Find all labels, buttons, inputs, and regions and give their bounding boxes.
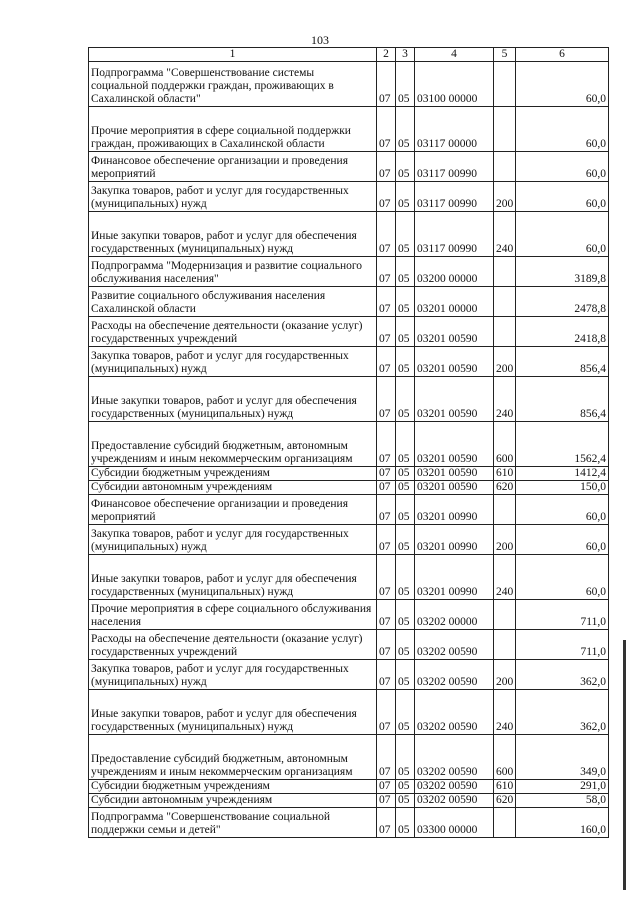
table-row xyxy=(89,495,609,525)
col-header-target-article: 4 xyxy=(415,48,494,62)
row-amount-cell: 60,0 xyxy=(516,555,609,600)
col-header-name: 1 xyxy=(89,48,377,62)
table-row xyxy=(89,212,609,257)
row-subsection-cell: 05 xyxy=(396,600,415,630)
row-section-cell: 07 xyxy=(377,377,396,422)
row-section-cell: 07 xyxy=(377,794,396,808)
row-name-cell: Подпрограмма "Совершенствование социальной поддержки семьи и детей" xyxy=(89,808,377,838)
row-expense-type-cell xyxy=(494,630,516,660)
row-section-cell: 07 xyxy=(377,525,396,555)
row-section-cell: 07 xyxy=(377,347,396,377)
row-name-cell: Закупка товаров, работ и услуг для государственных (муниципальных) нужд xyxy=(89,347,377,377)
table-row xyxy=(89,808,609,838)
row-subsection-cell: 05 xyxy=(396,794,415,808)
table-row xyxy=(89,780,609,794)
row-section-cell: 07 xyxy=(377,422,396,467)
row-amount-cell: 60,0 xyxy=(516,107,609,152)
row-subsection-cell: 05 xyxy=(396,660,415,690)
table-row xyxy=(89,600,609,630)
table-header-row xyxy=(89,48,609,62)
row-name-cell: Предоставление субсидий бюджетным, автономным учреждениям и иным некоммерческим организациям xyxy=(89,422,377,467)
row-subsection-cell: 05 xyxy=(396,467,415,481)
table-row xyxy=(89,377,609,422)
row-expense-type-cell xyxy=(494,287,516,317)
row-expense-type-cell: 610 xyxy=(494,780,516,794)
row-name-cell: Субсидии автономным учреждениям xyxy=(89,481,377,495)
row-amount-cell: 1562,4 xyxy=(516,422,609,467)
table-row xyxy=(89,287,609,317)
row-subsection-cell: 05 xyxy=(396,555,415,600)
row-amount-cell: 60,0 xyxy=(516,152,609,182)
row-amount-cell: 60,0 xyxy=(516,525,609,555)
row-target-article-cell: 03117 00990 xyxy=(415,182,494,212)
row-target-article-cell: 03202 00590 xyxy=(415,630,494,660)
row-name-cell: Расходы на обеспечение деятельности (оказание услуг) государственных учреждений xyxy=(89,630,377,660)
row-subsection-cell: 05 xyxy=(396,630,415,660)
row-expense-type-cell: 620 xyxy=(494,794,516,808)
row-subsection-cell: 05 xyxy=(396,182,415,212)
row-expense-type-cell xyxy=(494,152,516,182)
row-amount-cell: 362,0 xyxy=(516,660,609,690)
scan-artifact-line xyxy=(623,640,626,890)
row-name-cell: Подпрограмма "Модернизация и развитие социального обслуживания населения" xyxy=(89,257,377,287)
row-name-cell: Прочие мероприятия в сфере социальной поддержки граждан, проживающих в Сахалинской области xyxy=(89,107,377,152)
row-subsection-cell: 05 xyxy=(396,287,415,317)
budget-table xyxy=(88,47,609,838)
row-section-cell: 07 xyxy=(377,212,396,257)
row-name-cell: Иные закупки товаров, работ и услуг для обеспечения государственных (муниципальных) нужд xyxy=(89,212,377,257)
col-header-subsection: 3 xyxy=(396,48,415,62)
row-name-cell: Прочие мероприятия в сфере социального обслуживания населения xyxy=(89,600,377,630)
table-row xyxy=(89,794,609,808)
row-amount-cell: 711,0 xyxy=(516,600,609,630)
row-name-cell: Предоставление субсидий бюджетным, автономным учреждениям и иным некоммерческим организациям xyxy=(89,735,377,780)
table-row xyxy=(89,630,609,660)
row-amount-cell: 362,0 xyxy=(516,690,609,735)
row-target-article-cell: 03201 00590 xyxy=(415,422,494,467)
row-subsection-cell: 05 xyxy=(396,257,415,287)
row-expense-type-cell xyxy=(494,600,516,630)
row-name-cell: Иные закупки товаров, работ и услуг для обеспечения государственных (муниципальных) нужд xyxy=(89,690,377,735)
row-name-cell: Финансовое обеспечение организации и проведения мероприятий xyxy=(89,152,377,182)
row-amount-cell: 856,4 xyxy=(516,347,609,377)
row-amount-cell: 150,0 xyxy=(516,481,609,495)
row-target-article-cell: 03201 00590 xyxy=(415,347,494,377)
row-expense-type-cell: 200 xyxy=(494,525,516,555)
row-target-article-cell: 03201 00990 xyxy=(415,525,494,555)
row-subsection-cell: 05 xyxy=(396,107,415,152)
row-subsection-cell: 05 xyxy=(396,780,415,794)
row-section-cell: 07 xyxy=(377,495,396,525)
row-name-cell: Субсидии бюджетным учреждениям xyxy=(89,780,377,794)
row-name-cell: Иные закупки товаров, работ и услуг для обеспечения государственных (муниципальных) нужд xyxy=(89,555,377,600)
row-target-article-cell: 03201 00990 xyxy=(415,555,494,600)
row-target-article-cell: 03202 00000 xyxy=(415,600,494,630)
row-name-cell: Субсидии автономным учреждениям xyxy=(89,794,377,808)
row-amount-cell: 160,0 xyxy=(516,808,609,838)
row-target-article-cell: 03100 00000 xyxy=(415,62,494,107)
row-name-cell: Иные закупки товаров, работ и услуг для обеспечения государственных (муниципальных) нужд xyxy=(89,377,377,422)
row-name-cell: Субсидии бюджетным учреждениям xyxy=(89,467,377,481)
row-subsection-cell: 05 xyxy=(396,212,415,257)
row-section-cell: 07 xyxy=(377,467,396,481)
row-section-cell: 07 xyxy=(377,630,396,660)
row-subsection-cell: 05 xyxy=(396,347,415,377)
table-row xyxy=(89,62,609,107)
row-amount-cell: 711,0 xyxy=(516,630,609,660)
row-amount-cell: 58,0 xyxy=(516,794,609,808)
row-amount-cell: 60,0 xyxy=(516,62,609,107)
row-name-cell: Закупка товаров, работ и услуг для государственных (муниципальных) нужд xyxy=(89,182,377,212)
row-target-article-cell: 03200 00000 xyxy=(415,257,494,287)
row-section-cell: 07 xyxy=(377,600,396,630)
row-expense-type-cell xyxy=(494,317,516,347)
row-subsection-cell: 05 xyxy=(396,422,415,467)
table-row xyxy=(89,481,609,495)
row-expense-type-cell: 620 xyxy=(494,481,516,495)
row-section-cell: 07 xyxy=(377,182,396,212)
row-amount-cell: 60,0 xyxy=(516,182,609,212)
row-target-article-cell: 03201 00590 xyxy=(415,377,494,422)
row-expense-type-cell: 200 xyxy=(494,182,516,212)
row-name-cell: Финансовое обеспечение организации и проведения мероприятий xyxy=(89,495,377,525)
row-target-article-cell: 03202 00590 xyxy=(415,690,494,735)
row-target-article-cell: 03201 00590 xyxy=(415,467,494,481)
row-name-cell: Подпрограмма "Совершенствование системы социальной поддержки граждан, проживающих в Сахалинской области" xyxy=(89,62,377,107)
row-expense-type-cell: 200 xyxy=(494,660,516,690)
page-number: 103 xyxy=(311,33,329,47)
row-amount-cell: 1412,4 xyxy=(516,467,609,481)
row-subsection-cell: 05 xyxy=(396,152,415,182)
table-row xyxy=(89,152,609,182)
table-row xyxy=(89,735,609,780)
row-target-article-cell: 03202 00590 xyxy=(415,780,494,794)
row-expense-type-cell xyxy=(494,107,516,152)
row-target-article-cell: 03201 00590 xyxy=(415,317,494,347)
row-section-cell: 07 xyxy=(377,555,396,600)
row-section-cell: 07 xyxy=(377,690,396,735)
row-expense-type-cell xyxy=(494,495,516,525)
row-expense-type-cell: 600 xyxy=(494,422,516,467)
row-section-cell: 07 xyxy=(377,107,396,152)
row-expense-type-cell: 240 xyxy=(494,555,516,600)
row-section-cell: 07 xyxy=(377,481,396,495)
row-subsection-cell: 05 xyxy=(396,317,415,347)
row-section-cell: 07 xyxy=(377,317,396,347)
table-row xyxy=(89,347,609,377)
col-header-expense-type: 5 xyxy=(494,48,516,62)
row-target-article-cell: 03201 00990 xyxy=(415,495,494,525)
row-target-article-cell: 03202 00590 xyxy=(415,660,494,690)
row-expense-type-cell xyxy=(494,257,516,287)
col-header-amount: 6 xyxy=(516,48,609,62)
row-amount-cell: 349,0 xyxy=(516,735,609,780)
row-section-cell: 07 xyxy=(377,62,396,107)
table-row xyxy=(89,690,609,735)
row-amount-cell: 3189,8 xyxy=(516,257,609,287)
row-name-cell: Закупка товаров, работ и услуг для государственных (муниципальных) нужд xyxy=(89,525,377,555)
row-amount-cell: 60,0 xyxy=(516,212,609,257)
row-subsection-cell: 05 xyxy=(396,481,415,495)
table-row xyxy=(89,555,609,600)
row-subsection-cell: 05 xyxy=(396,808,415,838)
row-name-cell: Развитие социального обслуживания населения Сахалинской области xyxy=(89,287,377,317)
row-amount-cell: 856,4 xyxy=(516,377,609,422)
table-row xyxy=(89,422,609,467)
row-target-article-cell: 03201 00590 xyxy=(415,481,494,495)
row-amount-cell: 2418,8 xyxy=(516,317,609,347)
row-expense-type-cell: 600 xyxy=(494,735,516,780)
row-target-article-cell: 03201 00000 xyxy=(415,287,494,317)
row-amount-cell: 291,0 xyxy=(516,780,609,794)
table-row xyxy=(89,467,609,481)
row-section-cell: 07 xyxy=(377,780,396,794)
row-subsection-cell: 05 xyxy=(396,525,415,555)
row-section-cell: 07 xyxy=(377,257,396,287)
row-target-article-cell: 03202 00590 xyxy=(415,794,494,808)
row-expense-type-cell xyxy=(494,808,516,838)
row-target-article-cell: 03117 00990 xyxy=(415,152,494,182)
row-expense-type-cell: 240 xyxy=(494,377,516,422)
row-amount-cell: 60,0 xyxy=(516,495,609,525)
row-name-cell: Расходы на обеспечение деятельности (оказание услуг) государственных учреждений xyxy=(89,317,377,347)
row-expense-type-cell xyxy=(494,62,516,107)
row-target-article-cell: 03117 00990 xyxy=(415,212,494,257)
table-row xyxy=(89,660,609,690)
table-row xyxy=(89,257,609,287)
row-expense-type-cell: 610 xyxy=(494,467,516,481)
row-target-article-cell: 03117 00000 xyxy=(415,107,494,152)
row-target-article-cell: 03300 00000 xyxy=(415,808,494,838)
row-subsection-cell: 05 xyxy=(396,62,415,107)
row-amount-cell: 2478,8 xyxy=(516,287,609,317)
row-section-cell: 07 xyxy=(377,287,396,317)
table-row xyxy=(89,317,609,347)
table-row xyxy=(89,107,609,152)
row-expense-type-cell: 240 xyxy=(494,690,516,735)
row-expense-type-cell: 200 xyxy=(494,347,516,377)
row-name-cell: Закупка товаров, работ и услуг для государственных (муниципальных) нужд xyxy=(89,660,377,690)
table-row xyxy=(89,182,609,212)
row-target-article-cell: 03202 00590 xyxy=(415,735,494,780)
row-subsection-cell: 05 xyxy=(396,690,415,735)
row-subsection-cell: 05 xyxy=(396,377,415,422)
row-section-cell: 07 xyxy=(377,735,396,780)
row-section-cell: 07 xyxy=(377,152,396,182)
row-section-cell: 07 xyxy=(377,660,396,690)
col-header-section: 2 xyxy=(377,48,396,62)
row-section-cell: 07 xyxy=(377,808,396,838)
table-row xyxy=(89,525,609,555)
row-expense-type-cell: 240 xyxy=(494,212,516,257)
row-subsection-cell: 05 xyxy=(396,495,415,525)
row-subsection-cell: 05 xyxy=(396,735,415,780)
